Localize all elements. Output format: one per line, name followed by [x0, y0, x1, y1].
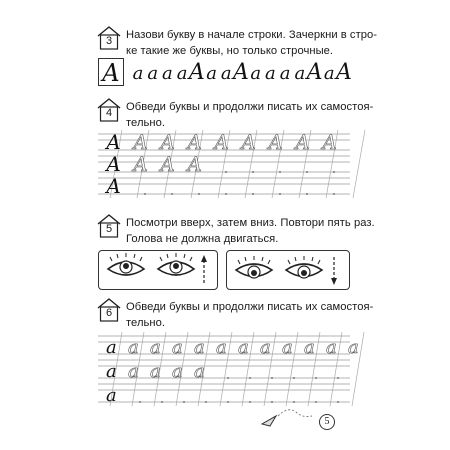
row-letter: а — [265, 63, 276, 84]
dot-marker — [252, 193, 254, 195]
eye-looking-down-icon — [286, 256, 322, 278]
instruction-line: Назови букву в начале строки. Зачеркни в стро- — [126, 29, 378, 41]
dot-marker — [205, 401, 207, 403]
page-number: 5 — [319, 414, 335, 430]
traceable-letter: А — [133, 152, 149, 176]
row-letter: А — [232, 60, 250, 85]
row-letter: а — [279, 63, 291, 84]
instruction-line: тельно. — [126, 116, 166, 129]
sample-letter: А — [106, 174, 122, 198]
row-letter: а — [147, 63, 159, 84]
instruction-line: Посмотри вверх, затем вниз. Повтори пять раз. — [126, 217, 375, 229]
house-icon — [97, 298, 121, 322]
row-letter: А — [335, 60, 353, 85]
dot-marker — [337, 377, 339, 379]
traceable-letter: а — [260, 337, 271, 358]
task-instruction — [126, 216, 375, 247]
traceable-letter: А — [322, 130, 338, 154]
traceable-letter: А — [187, 152, 203, 176]
dot-marker — [293, 377, 295, 379]
dot-marker — [249, 401, 251, 403]
traceable-letter: а — [128, 361, 139, 382]
task-number: 3 — [105, 35, 113, 47]
eye-looking-up-icon — [158, 253, 194, 275]
instruction-line: Обведи буквы и продолжи писать их самостоя- — [126, 101, 374, 113]
dot-marker — [333, 193, 335, 195]
eye-looking-up-icon — [108, 253, 144, 275]
sample-letter: а — [106, 385, 117, 406]
dot-marker — [337, 401, 339, 403]
dot-marker — [279, 171, 281, 173]
dot-marker — [315, 377, 317, 379]
traceable-letter: а — [172, 361, 183, 382]
traceable-letter: а — [128, 337, 139, 358]
instruction-line: Голова не должна двигаться. — [126, 232, 279, 245]
traceable-letter: А — [214, 130, 230, 154]
traceable-letter: А — [187, 130, 203, 154]
instruction-line: тельно. — [126, 316, 166, 329]
row-letter: а — [162, 63, 173, 84]
dot-marker — [144, 193, 146, 195]
task-6 — [98, 300, 374, 330]
letter-row — [98, 58, 353, 88]
eye-exercise-up-box — [98, 250, 218, 290]
row-letter: а — [132, 63, 144, 84]
boxed-letter: А — [101, 59, 121, 87]
task-instruction — [126, 28, 378, 59]
traceable-letter: а — [282, 337, 293, 358]
row-letter: А — [188, 60, 206, 85]
eye-looking-down-icon — [236, 256, 272, 278]
traceable-letter: А — [241, 130, 257, 154]
traceable-letter: а — [172, 337, 183, 358]
dot-marker — [198, 193, 200, 195]
task-4 — [98, 100, 374, 130]
row-letter: а — [220, 63, 232, 84]
dot-marker — [227, 401, 229, 403]
traceable-letter: а — [194, 361, 205, 382]
row-letter: а — [294, 63, 306, 84]
dashed-arrow-down-icon — [331, 257, 337, 285]
traceable-letter: А — [160, 152, 176, 176]
dot-marker — [333, 171, 335, 173]
traceable-letter: а — [326, 337, 337, 358]
dot-marker — [279, 193, 281, 195]
house-icon — [97, 214, 121, 238]
task-5 — [98, 216, 375, 246]
dot-marker — [161, 401, 163, 403]
dot-marker — [225, 171, 227, 173]
dot-marker — [306, 193, 308, 195]
traceable-letter: а — [304, 337, 315, 358]
row-letter: а — [176, 63, 188, 84]
instruction-line: ке такие же буквы, но только строчные. — [126, 44, 334, 57]
traceable-letter: а — [238, 337, 249, 358]
task-number: 4 — [105, 107, 113, 119]
dot-marker — [249, 377, 251, 379]
traceable-letter: а — [348, 337, 359, 358]
dashed-arrow-up-icon — [201, 255, 207, 283]
traceable-letter: А — [133, 130, 149, 154]
slant-guide-line — [353, 130, 365, 198]
paper-plane-icon — [254, 402, 324, 432]
dot-marker — [225, 193, 227, 195]
task-instruction — [126, 100, 374, 131]
sample-letter: а — [106, 337, 117, 358]
traceable-letter: а — [150, 337, 161, 358]
sample-letter: А — [106, 130, 122, 154]
row-letter: а — [206, 63, 217, 84]
traceable-letter: А — [268, 130, 284, 154]
letter-row-letters — [98, 58, 353, 88]
task-number: 6 — [105, 307, 113, 319]
row-letter: а — [250, 63, 262, 84]
sample-letter: а — [106, 361, 117, 382]
house-icon — [97, 26, 121, 50]
sample-letter: А — [106, 152, 122, 176]
instruction-line: Обведи буквы и продолжи писать их самостоя- — [126, 301, 374, 313]
traceable-letter: а — [150, 361, 161, 382]
traceable-letter: а — [216, 337, 227, 358]
house-icon — [97, 98, 121, 122]
dot-marker — [252, 171, 254, 173]
dot-marker — [183, 401, 185, 403]
dot-marker — [227, 377, 229, 379]
task-instruction — [126, 300, 374, 331]
task-number: 5 — [105, 223, 113, 235]
row-letter: а — [323, 63, 335, 84]
dot-marker — [271, 377, 273, 379]
dot-marker — [139, 401, 141, 403]
dot-marker — [171, 193, 173, 195]
eye-exercise-down-box — [226, 250, 350, 290]
dot-marker — [306, 171, 308, 173]
traceable-letter: А — [160, 130, 176, 154]
row-letter: А — [306, 60, 323, 85]
small-tracing-lines — [98, 332, 359, 406]
traceable-letter: А — [295, 130, 311, 154]
traceable-letter: а — [194, 337, 205, 358]
capital-tracing-lines — [98, 130, 350, 200]
